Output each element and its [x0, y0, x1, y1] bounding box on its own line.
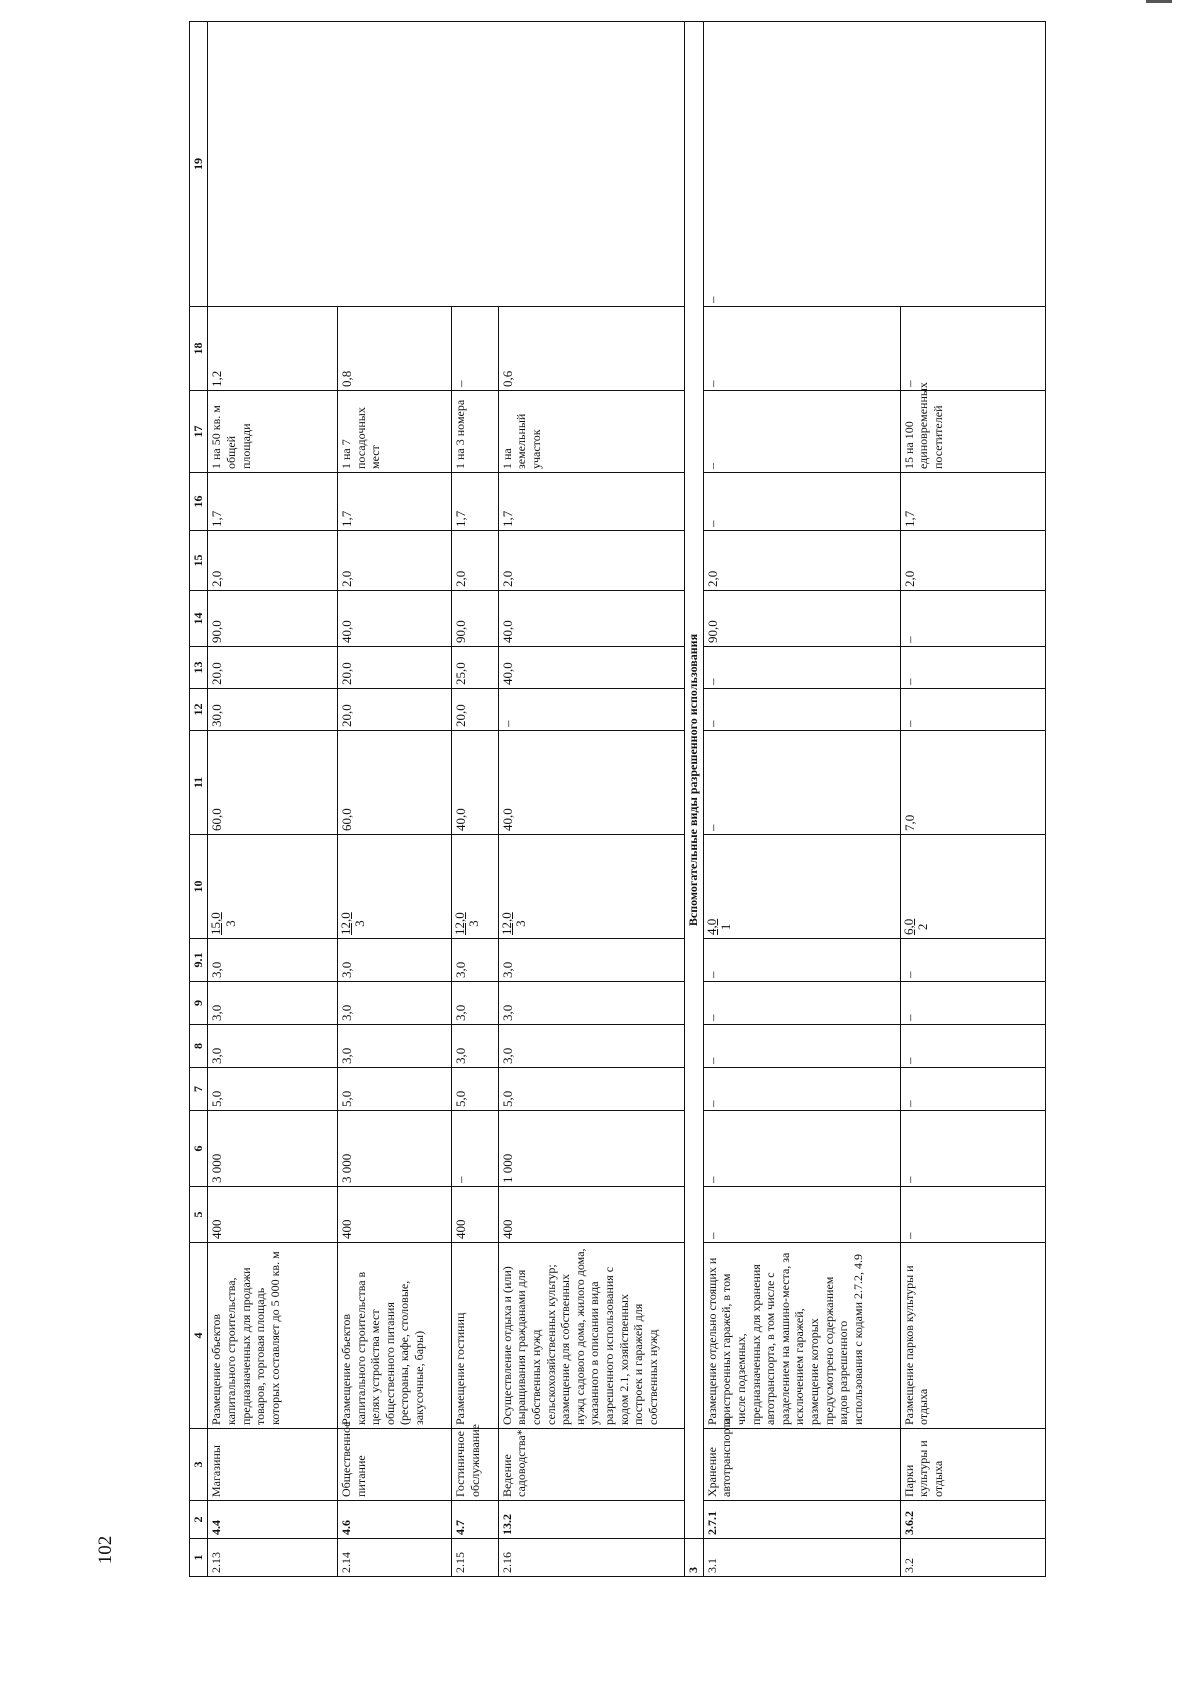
cell-use-name: Парки культуры и отдыха	[900, 1429, 1045, 1501]
cell-code: 3.6.2	[900, 1501, 1045, 1539]
fraction-bottom: 3	[352, 920, 368, 927]
cell-value: 1,2	[208, 307, 338, 391]
cell-index: 2.13	[208, 1539, 338, 1577]
cell-code: 2.7.1	[703, 1501, 900, 1539]
cell-value: 25,0	[452, 647, 499, 689]
cell-value: 5,0	[452, 1068, 499, 1111]
cell-parking: 1 на 50 кв. м общей площади	[208, 391, 338, 473]
cell-parking: 1 на 3 номера	[452, 391, 499, 473]
cell-value: 1,7	[498, 473, 685, 531]
cell-value: –	[900, 982, 1045, 1025]
header-cell: 9.1	[190, 939, 208, 982]
header-cell: 16	[190, 473, 208, 531]
fraction-top: 4,0	[703, 918, 719, 935]
cell-description: Размещение парков культуры и отдыха	[900, 1243, 1045, 1429]
cell-value: 40,0	[337, 591, 451, 647]
header-cell: 12	[190, 689, 208, 731]
cell-parking: 1 на 7 посадочных мест	[337, 391, 451, 473]
cell-index: 3.2	[900, 1539, 1045, 1577]
fraction-top: 15,0	[208, 912, 224, 935]
cell-value: –	[703, 982, 900, 1025]
cell-fraction	[452, 835, 499, 939]
cell-value: 60,0	[337, 731, 451, 835]
header-cell: 13	[190, 647, 208, 689]
cell-value: 0,6	[498, 307, 685, 391]
cell-value: –	[452, 1111, 499, 1187]
cell-value: 400	[337, 1187, 451, 1243]
cell-fraction	[900, 835, 1045, 939]
cell-value: –	[900, 1025, 1045, 1068]
cell-value: –	[900, 1111, 1045, 1187]
cell-value: 2,0	[208, 531, 338, 591]
cell-value: 90,0	[703, 591, 900, 647]
header-cell: 11	[190, 731, 208, 835]
cell-value: 2,0	[452, 531, 499, 591]
cell-value: –	[498, 689, 685, 731]
cell-fraction	[703, 835, 900, 939]
cell-parking: –	[703, 391, 900, 473]
cell-parking: 1 на земельный участок	[498, 391, 685, 473]
header-row	[190, 22, 208, 1577]
header-cell: 8	[190, 1025, 208, 1068]
cell-value: 3 000	[337, 1111, 451, 1187]
cell-value: –	[703, 731, 900, 835]
cell-use-name: Магазины	[208, 1429, 338, 1501]
cell-value: –	[900, 1068, 1045, 1111]
cell-value: 400	[498, 1187, 685, 1243]
header-cell: 5	[190, 1187, 208, 1243]
cell-description: Размещение отдельно стоящих и пристроенных гаражей, в том числе подземных, предназначенных для хранения автотранспорта, в том числе с разделением на машино-места, за исключением гаражей, размещение которых предусмотрено содержанием видов разрешенного использования с кодами 2.7.2, 4.9	[703, 1243, 900, 1429]
header-cell: 9	[190, 982, 208, 1025]
fraction-bottom: 3	[466, 920, 482, 927]
cell-value: 3,0	[498, 982, 685, 1025]
cell-use-name: Общественное питание	[337, 1429, 451, 1501]
cell-code: 13.2	[498, 1501, 685, 1539]
cell-value: –	[703, 1187, 900, 1243]
header-cell: 10	[190, 835, 208, 939]
cell-value: –	[900, 307, 1045, 391]
scan-mark	[1146, 0, 1172, 3]
cell-value: –	[900, 1187, 1045, 1243]
cell-value: 5,0	[337, 1068, 451, 1111]
cell-value: –	[900, 647, 1045, 689]
cell-code: 4.7	[452, 1501, 499, 1539]
cell-value: 400	[208, 1187, 338, 1243]
cell-use-name: Хранение автотранспорта	[703, 1429, 900, 1501]
fraction-bottom: 2	[915, 923, 931, 931]
fraction-top: 6,0	[900, 918, 916, 935]
cell-fraction	[498, 835, 685, 939]
cell-value: 1,7	[208, 473, 338, 531]
fraction-top: 12,0	[498, 912, 514, 935]
cell-value	[208, 22, 685, 307]
rotated-table-wrapper	[189, 142, 1046, 1577]
cell-value: –	[703, 307, 900, 391]
cell-index: 2.16	[498, 1539, 685, 1577]
section-row	[685, 22, 703, 1577]
cell-value: 1 000	[498, 1111, 685, 1187]
header-cell: 3	[190, 1429, 208, 1501]
cell-value: 40,0	[452, 731, 499, 835]
cell-value: 40,0	[498, 647, 685, 689]
fraction-top: 12,0	[452, 912, 468, 935]
cell-value: 20,0	[452, 689, 499, 731]
cell-fraction	[208, 835, 338, 939]
cell-value: –	[703, 22, 1045, 307]
cell-value: –	[703, 939, 900, 982]
cell-value: 40,0	[498, 731, 685, 835]
cell-parking: 15 на 100 единовременных посетителей	[900, 391, 1045, 473]
fraction-top: 12,0	[337, 912, 353, 935]
cell-value: –	[703, 1111, 900, 1187]
cell-value: 1,7	[900, 473, 1045, 531]
cell-value: 2,0	[900, 531, 1045, 591]
cell-value: 2,0	[498, 531, 685, 591]
cell-value: –	[452, 307, 499, 391]
cell-value: 1,7	[337, 473, 451, 531]
cell-description: Размещение объектов капитального строительства, предназначенных для продажи товаров, торговая площадь которых составляет до 5 000 кв. м	[208, 1243, 338, 1429]
cell-value: 3,0	[498, 939, 685, 982]
cell-value: –	[703, 689, 900, 731]
cell-value: 5,0	[498, 1068, 685, 1111]
cell-value: 20,0	[337, 689, 451, 731]
cell-value: –	[900, 591, 1045, 647]
cell-value: 5,0	[208, 1068, 338, 1111]
cell-value: 30,0	[208, 689, 338, 731]
cell-code: 4.6	[337, 1501, 451, 1539]
table-row	[703, 22, 900, 1577]
cell-code: 4.4	[208, 1501, 338, 1539]
cell-index: 3.1	[703, 1539, 900, 1577]
header-cell: 14	[190, 591, 208, 647]
cell-use-name: Гостиничное обслуживание	[452, 1429, 499, 1501]
cell-index: 2.15	[452, 1539, 499, 1577]
header-cell: 4	[190, 1243, 208, 1429]
fraction-bottom: 3	[222, 920, 238, 927]
header-cell: 17	[190, 391, 208, 473]
header-cell: 18	[190, 307, 208, 391]
table-row	[208, 22, 338, 1577]
cell-value: 3,0	[337, 1025, 451, 1068]
header-cell: 15	[190, 531, 208, 591]
cell-value: –	[703, 1068, 900, 1111]
cell-value: 1,7	[452, 473, 499, 531]
cell-value: –	[900, 939, 1045, 982]
cell-value: 2,0	[703, 531, 900, 591]
cell-index: 2.14	[337, 1539, 451, 1577]
cell-use-name: Ведение садоводства*	[498, 1429, 685, 1501]
cell-value: 60,0	[208, 731, 338, 835]
cell-value: 3,0	[452, 939, 499, 982]
fraction-bottom: 3	[513, 920, 528, 927]
header-cell: 6	[190, 1111, 208, 1187]
cell-value: 3 000	[208, 1111, 338, 1187]
cell-description: Размещение объектов капитального строительства в целях устройства мест общественного питания (рестораны, кафе, столовые, закусочные, бары)	[337, 1243, 451, 1429]
page-number: 102	[95, 1535, 116, 1565]
cell-value: 7,0	[900, 731, 1045, 835]
cell-value: 3,0	[337, 939, 451, 982]
cell-value: –	[900, 689, 1045, 731]
cell-description: Размещение гостиниц	[452, 1243, 499, 1429]
zoning-table	[189, 21, 1046, 1577]
cell-value: 3,0	[498, 1025, 685, 1068]
cell-value: 0,8	[337, 307, 451, 391]
cell-value: 2,0	[337, 531, 451, 591]
cell-value: 3,0	[208, 982, 338, 1025]
cell-value: 40,0	[498, 591, 685, 647]
cell-value: –	[703, 473, 900, 531]
section-title: Вспомогательные виды разрешенного использования	[685, 22, 703, 1539]
fraction-bottom: 1	[717, 923, 733, 931]
cell-value: 3,0	[208, 939, 338, 982]
cell-description: Осуществление отдыха и (или) выращивания гражданами для собственных нужд сельскохозяйственных культур; размещение для собственных нужд садового дома, жилого дома, указанного в описании вида разрешенного использования с кодом 2.1, хозяйственных построек и гаражей для собственных нужд	[498, 1243, 685, 1429]
cell-value: 3,0	[208, 1025, 338, 1068]
header-cell: 1	[190, 1539, 208, 1577]
header-cell: 19	[190, 22, 208, 307]
cell-value: 400	[452, 1187, 499, 1243]
cell-value: 3,0	[337, 982, 451, 1025]
header-cell: 7	[190, 1068, 208, 1111]
header-cell: 2	[190, 1501, 208, 1539]
cell-value: 20,0	[208, 647, 338, 689]
cell-fraction	[337, 835, 451, 939]
cell-value: 20,0	[337, 647, 451, 689]
cell-value: 90,0	[208, 591, 338, 647]
cell-value: 90,0	[452, 591, 499, 647]
cell-value: 3,0	[452, 982, 499, 1025]
cell-value: 3,0	[452, 1025, 499, 1068]
cell-value: –	[703, 1025, 900, 1068]
section-number: 3	[685, 1539, 703, 1577]
cell-value: –	[703, 647, 900, 689]
